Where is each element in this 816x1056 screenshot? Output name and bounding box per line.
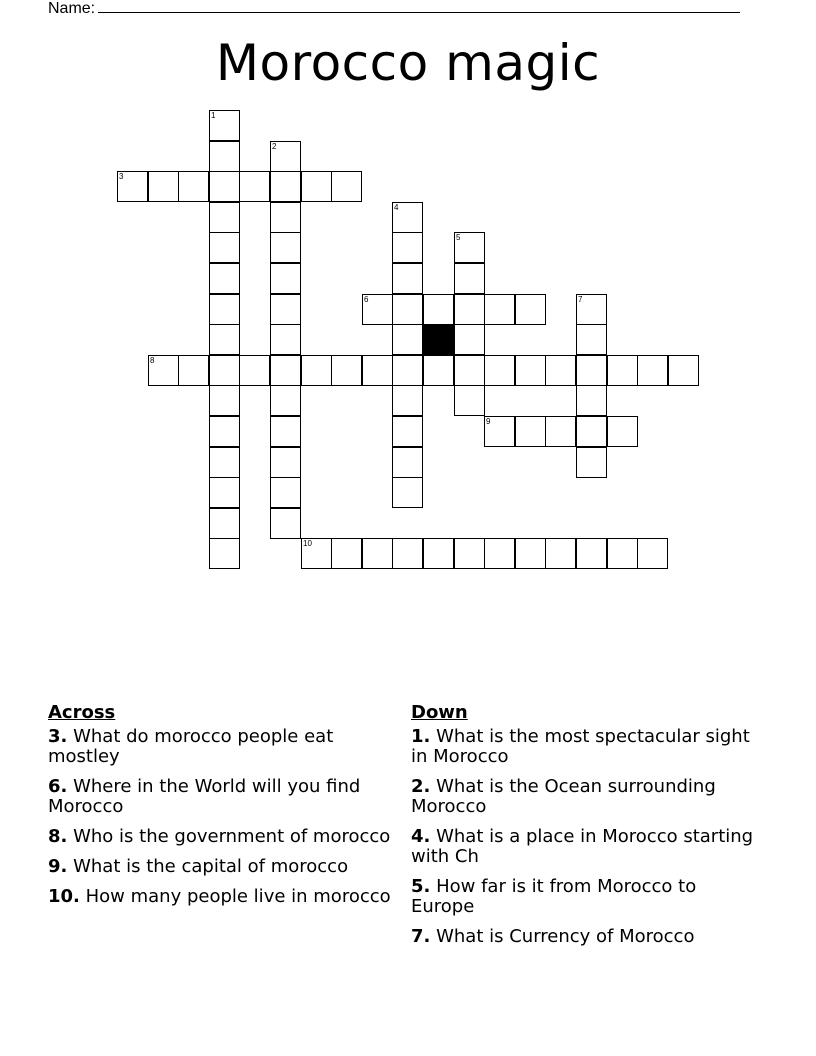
grid-cell[interactable] <box>270 416 301 447</box>
clue-number: 2. <box>411 776 431 797</box>
grid-cell[interactable] <box>392 477 423 508</box>
grid-cell[interactable] <box>545 538 576 569</box>
grid-cell[interactable] <box>270 447 301 478</box>
clue-text: What is the Ocean surrounding Morocco <box>411 776 716 817</box>
grid-cell[interactable] <box>637 355 668 386</box>
grid-cell[interactable] <box>454 355 485 386</box>
grid-cell[interactable] <box>178 355 209 386</box>
clue-text: What is the most spectacular sight in Morocco <box>411 726 750 767</box>
clue-number: 7. <box>411 926 431 947</box>
grid-cell[interactable] <box>392 416 423 447</box>
grid-cell[interactable] <box>454 538 485 569</box>
grid-cell[interactable] <box>392 202 423 233</box>
clue-text: What do morocco people eat mostley <box>48 726 334 767</box>
grid-cell[interactable] <box>454 263 485 294</box>
grid-cell[interactable] <box>576 416 607 447</box>
clue-down-4 <box>411 827 756 867</box>
cell-number: 3 <box>119 172 124 181</box>
grid-cell[interactable] <box>209 538 240 569</box>
grid-cell[interactable] <box>270 171 301 202</box>
grid-cell[interactable] <box>392 447 423 478</box>
grid-cell[interactable] <box>576 355 607 386</box>
grid-cell[interactable] <box>423 355 454 386</box>
grid-cell[interactable] <box>423 538 454 569</box>
clue-number: 8. <box>48 826 68 847</box>
grid-cell[interactable] <box>607 355 638 386</box>
grid-cell[interactable] <box>576 324 607 355</box>
grid-cell[interactable] <box>637 538 668 569</box>
down-heading: Down <box>411 702 468 723</box>
clue-number: 5. <box>411 876 431 897</box>
grid-cell[interactable] <box>270 202 301 233</box>
grid-cell[interactable] <box>209 232 240 263</box>
grid-cell[interactable] <box>484 294 515 325</box>
clue-across-9 <box>48 857 393 877</box>
grid-cell[interactable] <box>484 355 515 386</box>
grid-cell[interactable] <box>454 232 485 263</box>
grid-cell[interactable] <box>209 110 240 141</box>
grid-cell[interactable] <box>270 355 301 386</box>
cell-number: 6 <box>364 295 369 304</box>
grid-cell[interactable] <box>270 385 301 416</box>
grid-cell[interactable] <box>576 385 607 416</box>
clue-number: 6. <box>48 776 68 797</box>
cell-number: 4 <box>394 203 399 212</box>
grid-cell[interactable] <box>515 538 546 569</box>
cell-number: 8 <box>150 356 155 365</box>
grid-cell[interactable] <box>576 294 607 325</box>
grid-cell[interactable] <box>454 385 485 416</box>
grid-cell[interactable] <box>362 355 393 386</box>
grid-cell[interactable] <box>576 538 607 569</box>
grid-cell[interactable] <box>148 171 179 202</box>
clue-number: 3. <box>48 726 68 747</box>
grid-cell[interactable] <box>270 232 301 263</box>
grid-cell[interactable] <box>209 416 240 447</box>
clue-down-5 <box>411 877 756 917</box>
grid-cell[interactable] <box>576 447 607 478</box>
clue-down-2 <box>411 777 756 817</box>
clue-number: 9. <box>48 856 68 877</box>
grid-cell[interactable] <box>270 141 301 172</box>
clue-number: 4. <box>411 826 431 847</box>
grid-cell[interactable] <box>362 294 393 325</box>
grid-cell[interactable] <box>209 263 240 294</box>
clue-text: What is the capital of morocco <box>67 856 349 877</box>
grid-cell[interactable] <box>668 355 699 386</box>
grid-cell[interactable] <box>423 294 454 325</box>
across-heading: Across <box>48 702 116 723</box>
grid-cell[interactable] <box>209 141 240 172</box>
grid-block-cell <box>423 324 454 355</box>
grid-cell[interactable] <box>301 171 332 202</box>
clue-number: 1. <box>411 726 431 747</box>
grid-cell[interactable] <box>392 294 423 325</box>
clue-down-1 <box>411 727 756 767</box>
grid-cell[interactable] <box>209 447 240 478</box>
cell-number: 1 <box>211 111 216 120</box>
clue-text: Who is the government of morocco <box>67 826 391 847</box>
grid-cell[interactable] <box>117 171 148 202</box>
grid-cell[interactable] <box>392 538 423 569</box>
grid-cell[interactable] <box>209 324 240 355</box>
grid-cell[interactable] <box>545 416 576 447</box>
grid-cell[interactable] <box>515 294 546 325</box>
grid-cell[interactable] <box>484 416 515 447</box>
clue-number: 10. <box>48 886 80 907</box>
grid-cell[interactable] <box>392 385 423 416</box>
grid-cell[interactable] <box>209 202 240 233</box>
cell-number: 10 <box>303 539 312 548</box>
grid-cell[interactable] <box>392 355 423 386</box>
grid-cell[interactable] <box>392 324 423 355</box>
grid-cell[interactable] <box>270 294 301 325</box>
clue-text: What is a place in Morocco starting with Ch <box>411 826 754 867</box>
grid-cell[interactable] <box>270 263 301 294</box>
clue-text: How far is it from Morocco to Europe <box>411 876 697 917</box>
grid-cell[interactable] <box>392 232 423 263</box>
grid-cell[interactable] <box>515 355 546 386</box>
grid-cell[interactable] <box>301 355 332 386</box>
grid-cell[interactable] <box>362 538 393 569</box>
cell-number: 5 <box>456 233 461 242</box>
cell-number: 9 <box>486 417 491 426</box>
cell-number: 2 <box>272 142 277 151</box>
grid-cell[interactable] <box>270 324 301 355</box>
grid-cell[interactable] <box>270 477 301 508</box>
grid-cell[interactable] <box>331 538 362 569</box>
grid-cell[interactable] <box>392 263 423 294</box>
clue-across-10 <box>48 887 393 907</box>
grid-cell[interactable] <box>454 324 485 355</box>
grid-cell[interactable] <box>270 508 301 539</box>
grid-cell[interactable] <box>607 416 638 447</box>
grid-cell[interactable] <box>545 355 576 386</box>
name-label: Name: <box>48 0 96 17</box>
clue-across-3 <box>48 727 393 767</box>
clue-text: What is Currency of Morocco <box>430 926 695 947</box>
grid-cell[interactable] <box>484 538 515 569</box>
grid-cell[interactable] <box>209 477 240 508</box>
grid-cell[interactable] <box>209 355 240 386</box>
grid-cell[interactable] <box>239 355 270 386</box>
grid-cell[interactable] <box>209 508 240 539</box>
down-clues <box>411 702 756 957</box>
grid-cell[interactable] <box>148 355 179 386</box>
grid-cell[interactable] <box>209 294 240 325</box>
grid-cell[interactable] <box>209 385 240 416</box>
grid-cell[interactable] <box>454 294 485 325</box>
clue-across-8 <box>48 827 393 847</box>
cell-number: 7 <box>578 295 583 304</box>
grid-cell[interactable] <box>178 171 209 202</box>
across-clues <box>48 702 393 917</box>
clue-text: Where in the World will you find Morocco <box>48 776 361 817</box>
clue-text: How many people live in morocco <box>79 886 391 907</box>
page-title: Morocco magic <box>215 34 601 92</box>
grid-cell[interactable] <box>239 171 270 202</box>
grid-cell[interactable] <box>331 355 362 386</box>
grid-cell[interactable] <box>331 171 362 202</box>
grid-cell[interactable] <box>515 416 546 447</box>
grid-cell[interactable] <box>301 538 332 569</box>
clue-across-6 <box>48 777 393 817</box>
clue-down-7 <box>411 927 756 947</box>
grid-cell[interactable] <box>209 171 240 202</box>
grid-cell[interactable] <box>607 538 638 569</box>
